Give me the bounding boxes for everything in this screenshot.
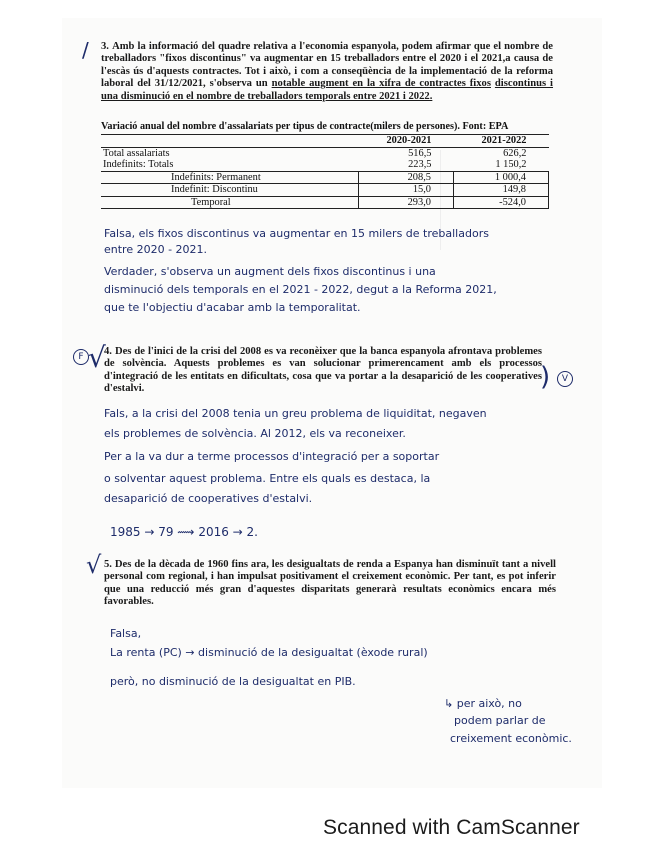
answer-4-line: Per a la va dur a terme processos d'integració per a soportar [104,450,440,463]
check-mark-q4: √ [88,341,106,374]
question-3-number: 3. [101,41,109,52]
answer-3-line: disminució dels temporals en el 2021 - 2022, degut a la Reforma 2021, [104,283,497,296]
scanner-watermark: Scanned with CamScanner [323,816,580,839]
table-header-cell: 2021-2022 [454,135,549,148]
answer-3-line: que te l'objectiu d'acabar amb la temporalitat. [104,301,361,314]
bracket-q4: ) [540,362,551,392]
question-3-underlined-2: discontinus i una disminució en el nombre de treballadors temporals entre 2021 i 2022. [101,78,554,102]
answer-3-line: Verdader, s'observa un augment dels fixos discontinus i una [104,265,436,278]
answer-4-line: els problemes de solvència. Al 2012, els va reconeixer. [104,427,406,440]
table-cell: 516,5 [408,147,432,159]
table-row-label: Temporal [101,196,359,209]
answer-5-line: creixement econòmic. [450,732,572,745]
contracts-table [101,134,549,209]
question-3-underlined-1: notable augment en la xifra de contractes fixos [271,78,491,90]
table-cell: -524,0 [454,196,549,209]
table-cell: 626,2 [503,147,527,159]
answer-5-line: però, no disminució de la desigualtat en PIB. [110,675,356,688]
answer-4-line: o solventar aquest problema. Entre els quals es destaca, la [104,472,431,485]
question-3-text: Amb la informació del quadre relativa a l'economia espanyola, podem afirmar que el nombre de treballadors "fixos discontinus" va augmentar en 15 treballadors entre el 2020 i el 2021,a causa de l'escàs ús d'aquests contractes. Tot i això, i com a conseqüència de la implementació de la reforma laboral del 31/12/2021, s'observa un [101,41,553,90]
answer-5-line: podem parlar de [454,714,546,727]
table-cell: 15,0 [359,184,454,197]
answer-3-line: Falsa, els fixos discontinus va augmentar en 15 milers de treballadors [104,227,489,240]
grade-mark-q4: F [73,349,89,365]
table-header-row [101,135,549,148]
answer-5-line: La renta (PC) → disminució de la desigualtat (èxode rural) [110,646,428,659]
table-row [101,196,549,209]
answer-5-line: ↳ per això, no [444,697,522,710]
answer-4-line: desaparició de cooperatives d'estalvi. [104,492,313,505]
table-row [101,171,549,184]
check-mark-q3: / [82,38,89,62]
answer-4-line: 1985 → 79 ⟿ 2016 → 2. [110,525,258,539]
table-cell: 1 000,4 [454,171,549,184]
question-4-text: Des de l'inici de la crisi del 2008 es va reconèixer que la banca espanyola afrontava problemes de solvència. Aquests problemes es van solucionar primerencament amb els processos d'integració de les entitats en dificultats, cosa que va portar a la desaparició de les cooperatives d'estalvi. [104,346,542,395]
question-5 [104,559,556,609]
question-4 [104,346,542,396]
table-row [101,184,549,197]
table-row [101,159,549,171]
answer-4-line: Fals, a la crisi del 2008 tenia un greu problema de liquiditat, negaven [104,407,487,420]
table-cell: 208,5 [359,171,454,184]
answer-3-line: entre 2020 - 2021. [104,243,208,256]
question-5-number: 5. [104,559,112,570]
table-caption: Variació anual del nombre d'assalariats per tipus de contracte(milers de persones). Font: EPA [101,121,509,132]
grade-mark-q4-right: V [557,371,573,387]
table-cell: 149,8 [454,184,549,197]
question-4-number: 4. [104,346,112,357]
table-row-label: Indefinits: Permanent [101,171,359,184]
table-cell: 1 150,2 [495,159,527,170]
table-row [101,147,549,159]
table-header-cell [101,135,359,148]
table-cell: 293,0 [359,196,454,209]
question-5-text: Des de la dècada de 1960 fins ara, les desigualtats de renda a Espanya han disminuït tant a nivell personal com regional, i han impulsat positivament el creixement econòmic. Per tant, es pot inferir que una reducció més gran d'aquestes disparitats generarà resultats econòmics encara més favorables. [104,559,556,608]
table-header-cell: 2020-2021 [359,135,454,148]
answer-5-line: Falsa, [110,627,142,640]
table-cell: 223,5 [408,159,432,170]
table-row-label: Total assalariats [103,147,170,159]
table-row-label: Indefinit: Discontinu [101,184,359,197]
check-mark-q5: √ [86,551,102,579]
question-3 [101,41,553,103]
table-row-label: Indefinits: Totals [103,159,174,170]
